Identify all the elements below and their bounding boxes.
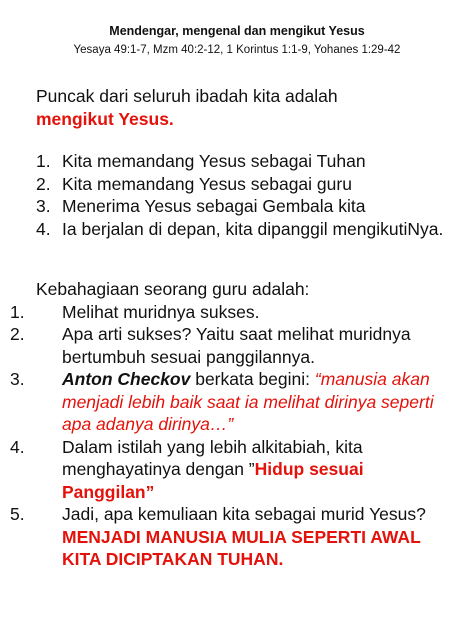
list-item xyxy=(10,436,456,504)
list-number: 1. xyxy=(10,301,25,322)
list-item xyxy=(10,301,456,324)
list-number: 1. xyxy=(36,151,51,171)
list-text: Apa arti sukses? Yaitu saat melihat muridnya bertumbuh sesuai panggilannya. xyxy=(62,324,411,367)
list-item xyxy=(36,150,456,173)
list-highlight: MENJADI MANUSIA MULIA SEPERTI AWAL KITA DICIPTAKAN TUHAN. xyxy=(62,526,421,569)
list-number: 5. xyxy=(10,504,25,524)
list-number: 2. xyxy=(10,324,25,344)
list-text: Melihat muridnya sukses. xyxy=(62,301,260,322)
list-item xyxy=(36,173,456,196)
list-item xyxy=(10,503,456,571)
section-heading: Kebahagiaan seorang guru adalah: xyxy=(36,279,310,299)
list-text: Menerima Yesus sebagai Gembala kita xyxy=(62,196,366,216)
list-item xyxy=(36,218,456,241)
list-item xyxy=(36,195,456,218)
quote-text: “manusia akan menjadi lebih baik saat ia melihat dirinya seperti apa adanya dirinya…” xyxy=(62,369,434,434)
intro-highlight: mengikut Yesus. xyxy=(36,108,174,129)
list-highlight: Hidup sesuai Panggilan” xyxy=(62,459,364,502)
list-number: 3. xyxy=(36,196,51,216)
list-text: Jadi, apa kemuliaan kita sebagai murid Yesus? xyxy=(62,504,426,524)
quoted-person: Anton Checkov xyxy=(62,369,191,389)
list-number: 3. xyxy=(10,369,25,389)
sermon-title: Mendengar, mengenal dan mengikut Yesus xyxy=(109,24,365,38)
list-text: Kita memandang Yesus sebagai Tuhan xyxy=(62,151,366,171)
list-text: berkata begini: xyxy=(190,369,315,389)
intro-text: Puncak dari seluruh ibadah kita adalah xyxy=(36,86,338,106)
list-item xyxy=(10,323,456,368)
happiness-list xyxy=(10,301,456,571)
list-number: 2. xyxy=(36,173,51,194)
list-number: 4. xyxy=(36,218,51,239)
list-number: 4. xyxy=(10,436,25,457)
list-text: Dalam istilah yang lebih alkitabiah, kita menghayatinya dengan ” xyxy=(62,436,363,479)
intro-paragraph xyxy=(36,85,456,130)
list-item xyxy=(10,368,456,436)
scripture-references: Yesaya 49:1-7, Mzm 40:2-12, 1 Korintus 1:1-9, Yohanes 1:29-42 xyxy=(73,44,401,56)
ways-list xyxy=(36,150,456,240)
list-text: Kita memandang Yesus sebagai guru xyxy=(62,173,352,194)
list-text: Ia berjalan di depan, kita dipanggil mengikutiNya. xyxy=(62,218,444,239)
teacher-happiness-section xyxy=(10,278,456,571)
